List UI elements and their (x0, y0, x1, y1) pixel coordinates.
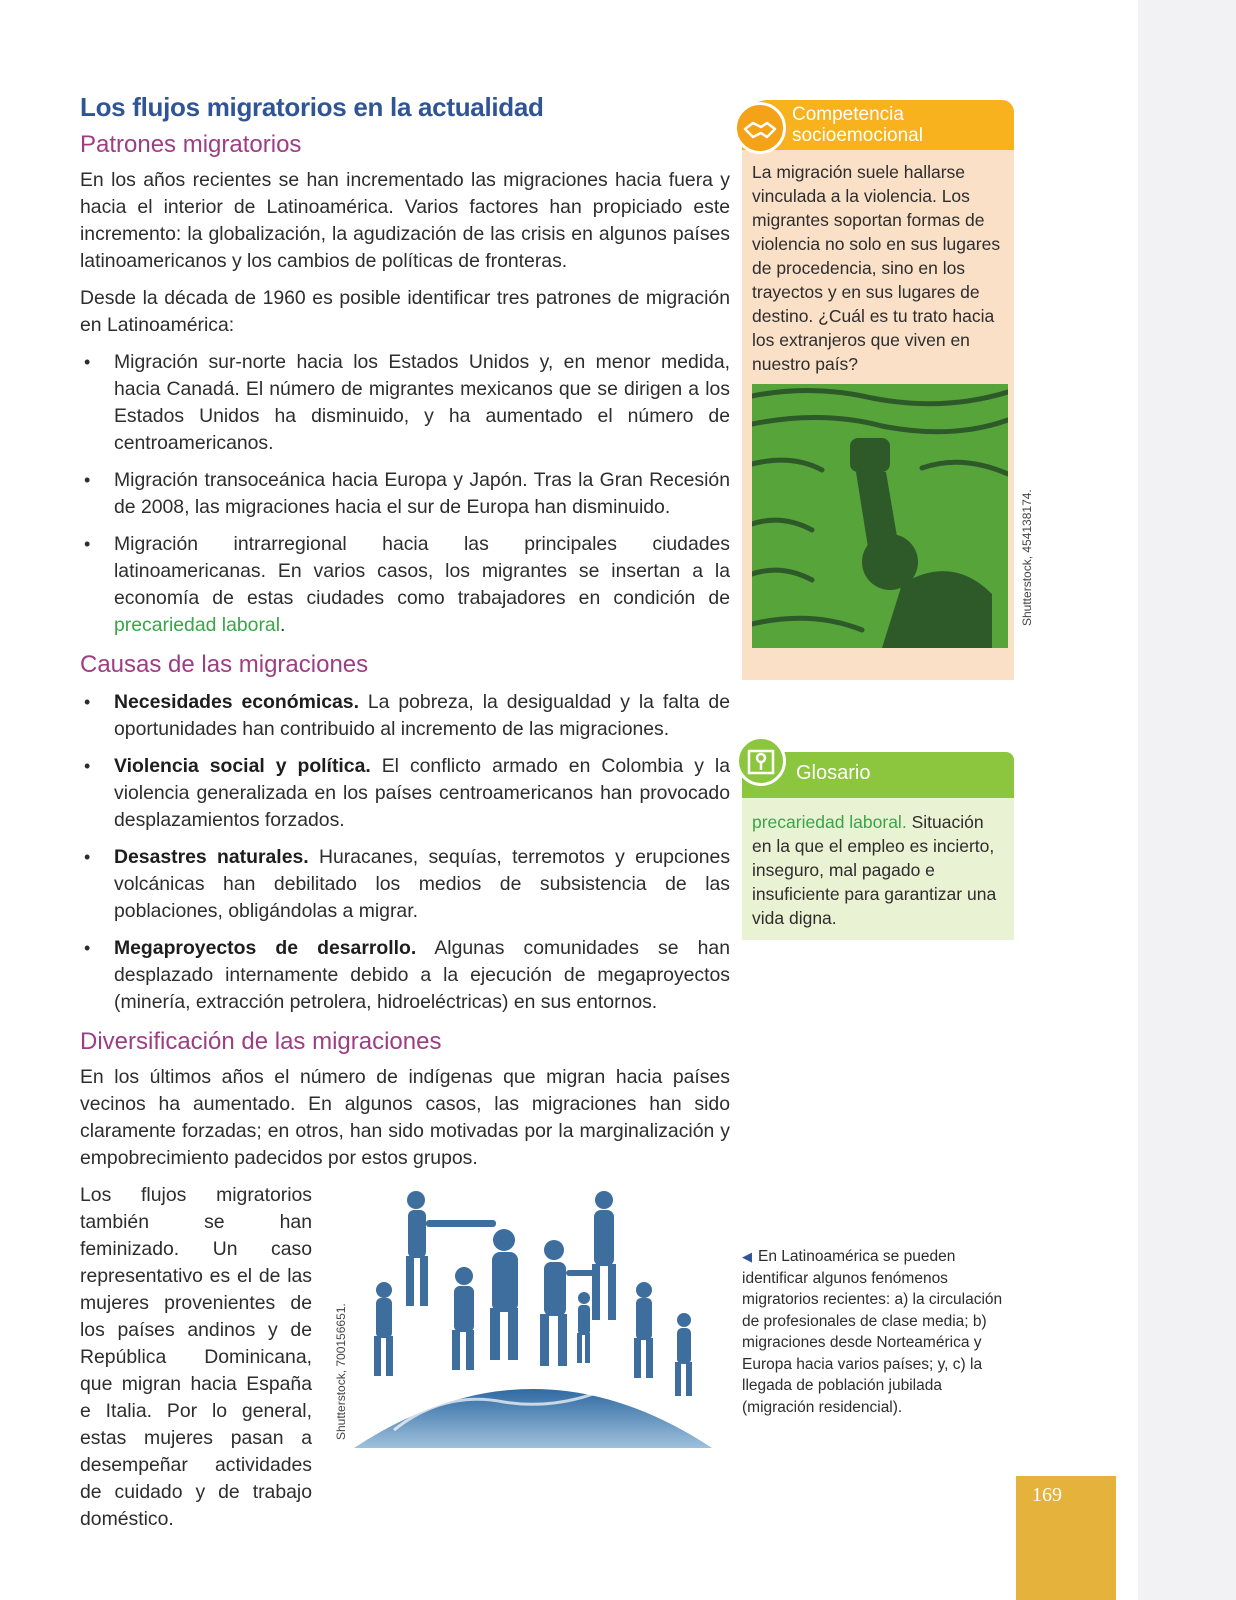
competencia-socioemocional-box (742, 100, 1014, 680)
page-number-tab (1016, 1476, 1116, 1600)
bullet-list-patrones (80, 349, 730, 639)
competencia-image-credit: Shutterstock, 454138174. (1020, 489, 1034, 626)
list-item (80, 689, 730, 743)
glosario-box (742, 734, 1014, 940)
glosario-definition: Situación en la que el empleo es incierto, inseguro, mal pagado e insuficiente para garantizar una vida digna. (752, 812, 997, 928)
migrants-globe-image (354, 1180, 712, 1448)
list-item (80, 349, 730, 457)
caption-arrow-icon: ◀ (742, 1249, 752, 1264)
glosario-header (742, 752, 1014, 798)
list-item-text: Algunas comunidades se han desplazado internamente debido a la ejecución de megaproyectos (minería, extracción petrolera, hidroeléctricas) en sus entornos. (114, 937, 730, 1013)
bullet-list-causas (80, 689, 730, 1016)
competencia-title-line2: socioemocional (792, 125, 923, 146)
competencia-title (792, 104, 923, 146)
list-item-text: El conflicto armado en Colombia y la violencia generalizada en los países centroamericanos han provocado desplazamientos forzados. (114, 755, 730, 831)
list-item-text: Migración intrarregional hacia las principales ciudades latinoamericanas. En varios casos, los migrantes se insertan a la economía de estas ciudades como trabajadores en condición de (114, 533, 730, 609)
list-item-text: Migración sur-norte hacia los Estados Unidos y, en menor medida, hacia Canadá. El número de migrantes mexicanos que se dirigen a los Estados Unidos ha disminuido, y ha aumentado el número de centroamericanos. (114, 351, 730, 454)
glosario-entry (752, 810, 1002, 930)
bullet-dot: • (84, 847, 91, 867)
bullet-dot: • (84, 534, 91, 554)
page-title: Los flujos migratorios en la actualidad (80, 92, 544, 122)
glosario-term: precariedad laboral. (752, 812, 907, 832)
handshake-icon (734, 102, 786, 154)
list-item-text: Migración transoceánica hacia Europa y Japón. Tras la Gran Recesión de 2008, las migraciones hacia el sur de Europa han disminuido. (114, 469, 730, 518)
list-item (80, 531, 730, 639)
book-icon-graphic (739, 739, 783, 783)
bullet-dot: • (84, 938, 91, 958)
handshake-icon-graphic (737, 105, 783, 151)
competencia-text: La migración suele hallarse vinculada a la violencia. Los migrantes soportan formas de violencia no solo en sus lugares de procedencia, sino en los trayectos y en sus lugares de destino. ¿Cuál es tu trato hacia los extranjeros que viven en nuestro país? (752, 162, 1001, 374)
glossary-term-link[interactable]: precariedad laboral (114, 614, 281, 636)
list-item (80, 753, 730, 834)
book-icon (736, 736, 786, 786)
bullet-dot: • (84, 352, 91, 372)
list-item-bold: Necesidades económicas. (114, 691, 359, 713)
page-edge (1138, 0, 1236, 1600)
list-item (80, 467, 730, 521)
bullet-dot: • (84, 470, 91, 490)
list-item-bold: Violencia social y política. (114, 755, 371, 777)
migrant-silhouettes (374, 1191, 692, 1396)
bullet-dot: • (84, 692, 91, 712)
list-item-text-end: . (280, 614, 286, 636)
list-item (80, 935, 730, 1016)
competencia-body (742, 150, 1014, 680)
figure-caption (742, 1246, 1012, 1418)
section-heading-patrones: Patrones migratorios (80, 131, 302, 158)
paragraph: En los años recientes se han incrementado las migraciones hacia fuera y hacia el interior de Latinoamérica. Varios factores han propiciado este incremento: la globalización, la agudización de las crisis en algunos países latinoamericanos y los cambios de políticas de fronteras. (80, 169, 730, 272)
list-item-text: Huracanes, sequías, terremotos y erupciones volcánicas han debilitado los medios de subsistencia de las poblaciones, obligándolas a migrar. (114, 846, 731, 922)
section-heading-diversificacion: Diversificación de las migraciones (80, 1028, 442, 1055)
list-item (80, 844, 730, 925)
barbed-wire-fist-graphic (752, 384, 1008, 648)
barbed-wire-fist-image (752, 384, 1008, 648)
competencia-header (742, 100, 1014, 150)
paragraph: Los flujos migratorios también se han feminizado. Un caso representativo es el de las mujeres provenientes de los países andinos y de República Dominicana, que migran hacia España e Italia. Por lo general, estas mujeres pasan a desempeñar actividades de cuidado y de trabajo doméstico. (80, 1184, 312, 1530)
list-item-bold: Desastres naturales. (114, 846, 309, 868)
list-item-bold: Megaproyectos de desarrollo. (114, 937, 417, 959)
glosario-body (742, 798, 1014, 940)
section-heading-causas: Causas de las migraciones (80, 651, 369, 678)
page-number: 169 (1032, 1484, 1062, 1506)
glosario-title: Glosario (796, 762, 871, 784)
caption-text: En Latinoamérica se pueden identificar algunos fenómenos migratorios recientes: a) la circulación de profesionales de clase media; b) migraciones desde Norteamérica y Europa hacia varios países; y, c) la llegada de población jubilada (migración residencial). (742, 1248, 1003, 1416)
bullet-dot: • (84, 756, 91, 776)
paragraph: En los últimos años el número de indígenas que migran hacia países vecinos ha aumentado. En algunos casos, las migraciones han sido claramente forzadas; en otros, han sido motivadas por la marginalización y empobrecimiento padecidos por estos grupos. (80, 1066, 730, 1169)
image-credit: Shutterstock, 700156651. (334, 1303, 348, 1440)
paragraph: Desde la década de 1960 es posible identificar tres patrones de migración en Latinoamérica: (80, 287, 730, 336)
list-item-text: La pobreza, la desigualdad y la falta de oportunidades han contribuido al incremento de las migraciones. (114, 691, 730, 740)
competencia-title-line1: Competencia (792, 104, 904, 125)
